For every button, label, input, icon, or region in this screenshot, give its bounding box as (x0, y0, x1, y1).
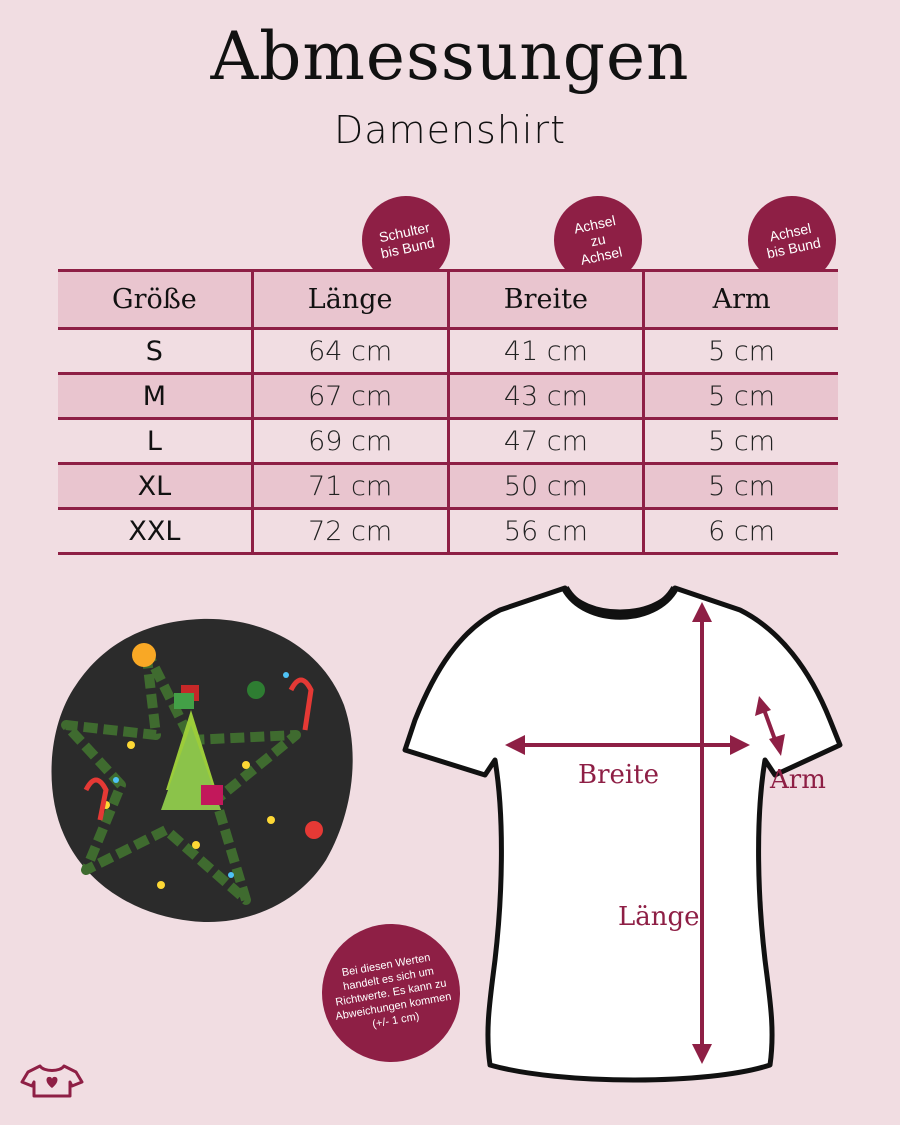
breite-cell: 50 cm (447, 465, 643, 507)
arm-cell: 6 cm (642, 510, 838, 552)
page-subtitle: Damenshirt (334, 108, 566, 152)
column-header-breite: Breite (447, 272, 643, 327)
shirt-heart-icon (20, 1062, 84, 1100)
size-cell: L (146, 425, 162, 457)
column-header-groesse: Größe (112, 284, 197, 315)
laenge-cell: 67 cm (251, 375, 447, 417)
table-row (58, 375, 838, 420)
table-row (58, 330, 838, 375)
page-title: Abmessungen (210, 18, 690, 95)
arm-cell: 5 cm (642, 330, 838, 372)
size-cell: M (142, 380, 167, 412)
breite-cell: 43 cm (447, 375, 643, 417)
arm-cell: 5 cm (642, 375, 838, 417)
arm-cell: 5 cm (642, 465, 838, 507)
breite-cell: 56 cm (447, 510, 643, 552)
column-header-laenge: Länge (251, 272, 447, 327)
size-cell: S (145, 335, 163, 367)
laenge-cell: 72 cm (251, 510, 447, 552)
laenge-cell: 69 cm (251, 420, 447, 462)
badge-achsel-bis-bund: Achsel bis Bund (740, 188, 844, 292)
breite-cell: 47 cm (447, 420, 643, 462)
christmas-star-artwork (46, 615, 356, 927)
size-cell: XL (137, 470, 172, 502)
laenge-label: Länge (618, 902, 700, 932)
column-header-arm: Arm (642, 272, 838, 327)
laenge-cell: 71 cm (251, 465, 447, 507)
breite-label: Breite (578, 760, 660, 790)
size-cell: XXL (128, 515, 181, 547)
table-row (58, 420, 838, 465)
arm-label: Arm (770, 765, 826, 795)
table-row (58, 510, 838, 555)
table-header-row (58, 272, 838, 330)
breite-cell: 41 cm (447, 330, 643, 372)
size-table (58, 272, 838, 555)
badge-achsel-zu-achsel: Achsel zu Achsel (546, 188, 650, 292)
arm-cell: 5 cm (642, 420, 838, 462)
table-row (58, 465, 838, 510)
shirt-diagram (390, 580, 850, 1090)
badge-schulter-bis-bund: Schulter bis Bund (354, 188, 458, 292)
disclaimer-note: Bei diesen Werten handelt es sich um Richtwerte. Es kann zu Abweichungen kommen (+/- 1 cm) (311, 913, 471, 1073)
laenge-cell: 64 cm (251, 330, 447, 372)
